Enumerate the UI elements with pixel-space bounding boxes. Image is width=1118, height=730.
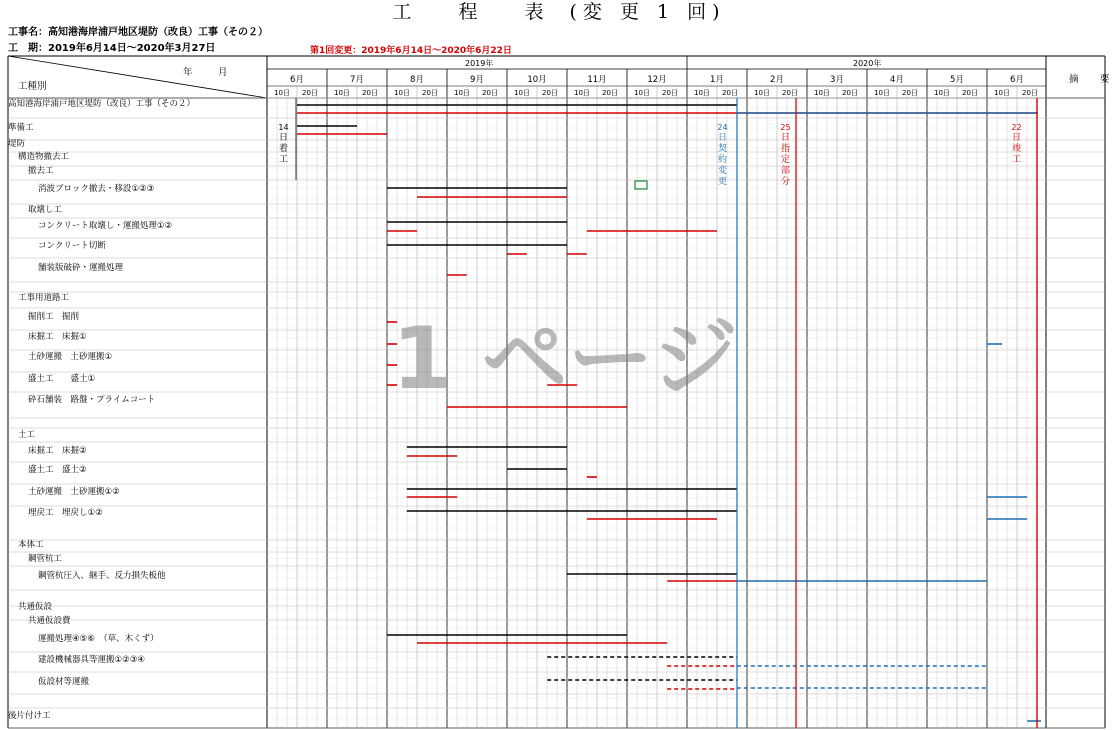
day-mark-label: 20日 (722, 89, 738, 97)
title-main: 工 程 表 (392, 1, 558, 23)
project-name: 工事名：高知港海岸浦戸地区堤防（改良）工事（その２） (8, 27, 268, 38)
month-label: 7月 (350, 75, 364, 85)
row-label: 撤去工 (28, 166, 54, 176)
revision-period: 第1回変更：2019年6月14日～2020年6月22日 (310, 46, 512, 56)
month-label: 11月 (587, 75, 607, 85)
row-label: 床掘工 床掘② (28, 446, 87, 456)
month-label: 10月 (527, 75, 547, 85)
day-mark-label: 10日 (454, 89, 470, 97)
title-sub: (変 更 1 回) (569, 1, 726, 23)
day-mark-label: 10日 (274, 89, 290, 97)
row-label: 共通仮設費 (28, 616, 71, 626)
row-label: 床掘工 床掘① (28, 332, 87, 342)
month-label: 4月 (890, 75, 904, 85)
milestone-note: 22 日 竣 工 (1011, 123, 1022, 165)
page-watermark: 1 ページ (391, 309, 739, 409)
milestone-note: 24 日 契 約 変 更 (717, 123, 728, 187)
row-label: 盛土工 盛土② (28, 465, 87, 475)
day-mark-label: 10日 (754, 89, 770, 97)
day-mark-label: 20日 (362, 89, 378, 97)
header-worktype: 工種別 (18, 81, 47, 92)
row-label: 仮設材等運搬 (38, 677, 90, 687)
month-label: 1月 (710, 75, 724, 85)
month-label: 3月 (830, 75, 844, 85)
day-mark-label: 20日 (842, 89, 858, 97)
row-label: 舗装版破砕・運搬処理 (38, 263, 124, 273)
row-label: 高知港海岸浦戸地区堤防（改良）工事（その２） (8, 99, 196, 109)
row-label: 掘削工 掘削 (28, 312, 80, 322)
row-label: 鋼管杭圧入、継手、反力損失板他 (38, 571, 166, 581)
row-label: 土砂運搬 土砂運搬① (28, 352, 113, 362)
month-label: 12月 (647, 75, 667, 85)
row-label: 鋼管杭工 (28, 554, 63, 564)
month-label: 6月 (1010, 75, 1024, 85)
day-mark-label: 10日 (334, 89, 350, 97)
row-label: 堤防 (8, 139, 26, 149)
row-label: 共通仮設 (18, 602, 53, 612)
day-mark-label: 20日 (662, 89, 678, 97)
row-label: 砕石舗装 路盤・プライムコート (28, 395, 156, 405)
header-year-month: 年 月 (183, 67, 236, 78)
day-mark-label: 10日 (934, 89, 950, 97)
day-mark-label: 20日 (302, 89, 318, 97)
row-label: 盛土工 盛土① (28, 374, 96, 384)
row-label: 消波ブロック撤去・移設①②③ (38, 184, 155, 194)
month-label: 9月 (470, 75, 484, 85)
row-label: 構造物撤去工 (18, 152, 70, 162)
day-mark-label: 10日 (814, 89, 830, 97)
row-label: コンクリート切断 (38, 241, 106, 251)
month-label: 2月 (770, 75, 784, 85)
day-mark-label: 10日 (874, 89, 890, 97)
day-mark-label: 10日 (514, 89, 530, 97)
day-mark-label: 20日 (482, 89, 498, 97)
day-mark-label: 20日 (962, 89, 978, 97)
row-label: 準備工 (8, 123, 34, 133)
month-label: 8月 (410, 75, 424, 85)
day-mark-label: 10日 (634, 89, 650, 97)
day-mark-label: 20日 (1022, 89, 1038, 97)
day-mark-label: 20日 (542, 89, 558, 97)
day-mark-label: 20日 (782, 89, 798, 97)
day-mark-label: 20日 (422, 89, 438, 97)
row-label: 工事用道路工 (18, 293, 70, 303)
milestone-note: 25 日 指 定 部 分 (780, 123, 791, 187)
day-mark-label: 10日 (574, 89, 590, 97)
row-label: 土工 (18, 430, 36, 440)
year-label: 2020年 (853, 59, 882, 68)
row-label: 運搬処理④⑤⑥ （草、木くず） (38, 634, 159, 644)
row-label: 埋戻工 埋戻し①② (28, 508, 103, 518)
row-label: 取壊し工 (28, 205, 63, 215)
month-label: 5月 (950, 75, 964, 85)
row-label: コンクリート取壊し・運搬処理①② (38, 221, 173, 231)
row-label: 後片付け工 (8, 711, 51, 721)
day-mark-label: 10日 (694, 89, 710, 97)
header-remarks: 摘 要 (1069, 74, 1116, 85)
construction-period: 工 期：2019年6月14日～2020年3月27日 (8, 43, 216, 54)
row-label: 土砂運搬 土砂運搬①② (28, 487, 120, 497)
day-mark-label: 10日 (994, 89, 1010, 97)
day-mark-label: 20日 (902, 89, 918, 97)
milestone-note: 14 日 着 工 (278, 123, 289, 165)
year-label: 2019年 (465, 59, 494, 68)
day-mark-label: 10日 (394, 89, 410, 97)
row-label: 建設機械器具等運搬①②③④ (38, 655, 145, 665)
day-mark-label: 20日 (602, 89, 618, 97)
row-label: 本体工 (18, 540, 44, 550)
month-label: 6月 (290, 75, 304, 85)
